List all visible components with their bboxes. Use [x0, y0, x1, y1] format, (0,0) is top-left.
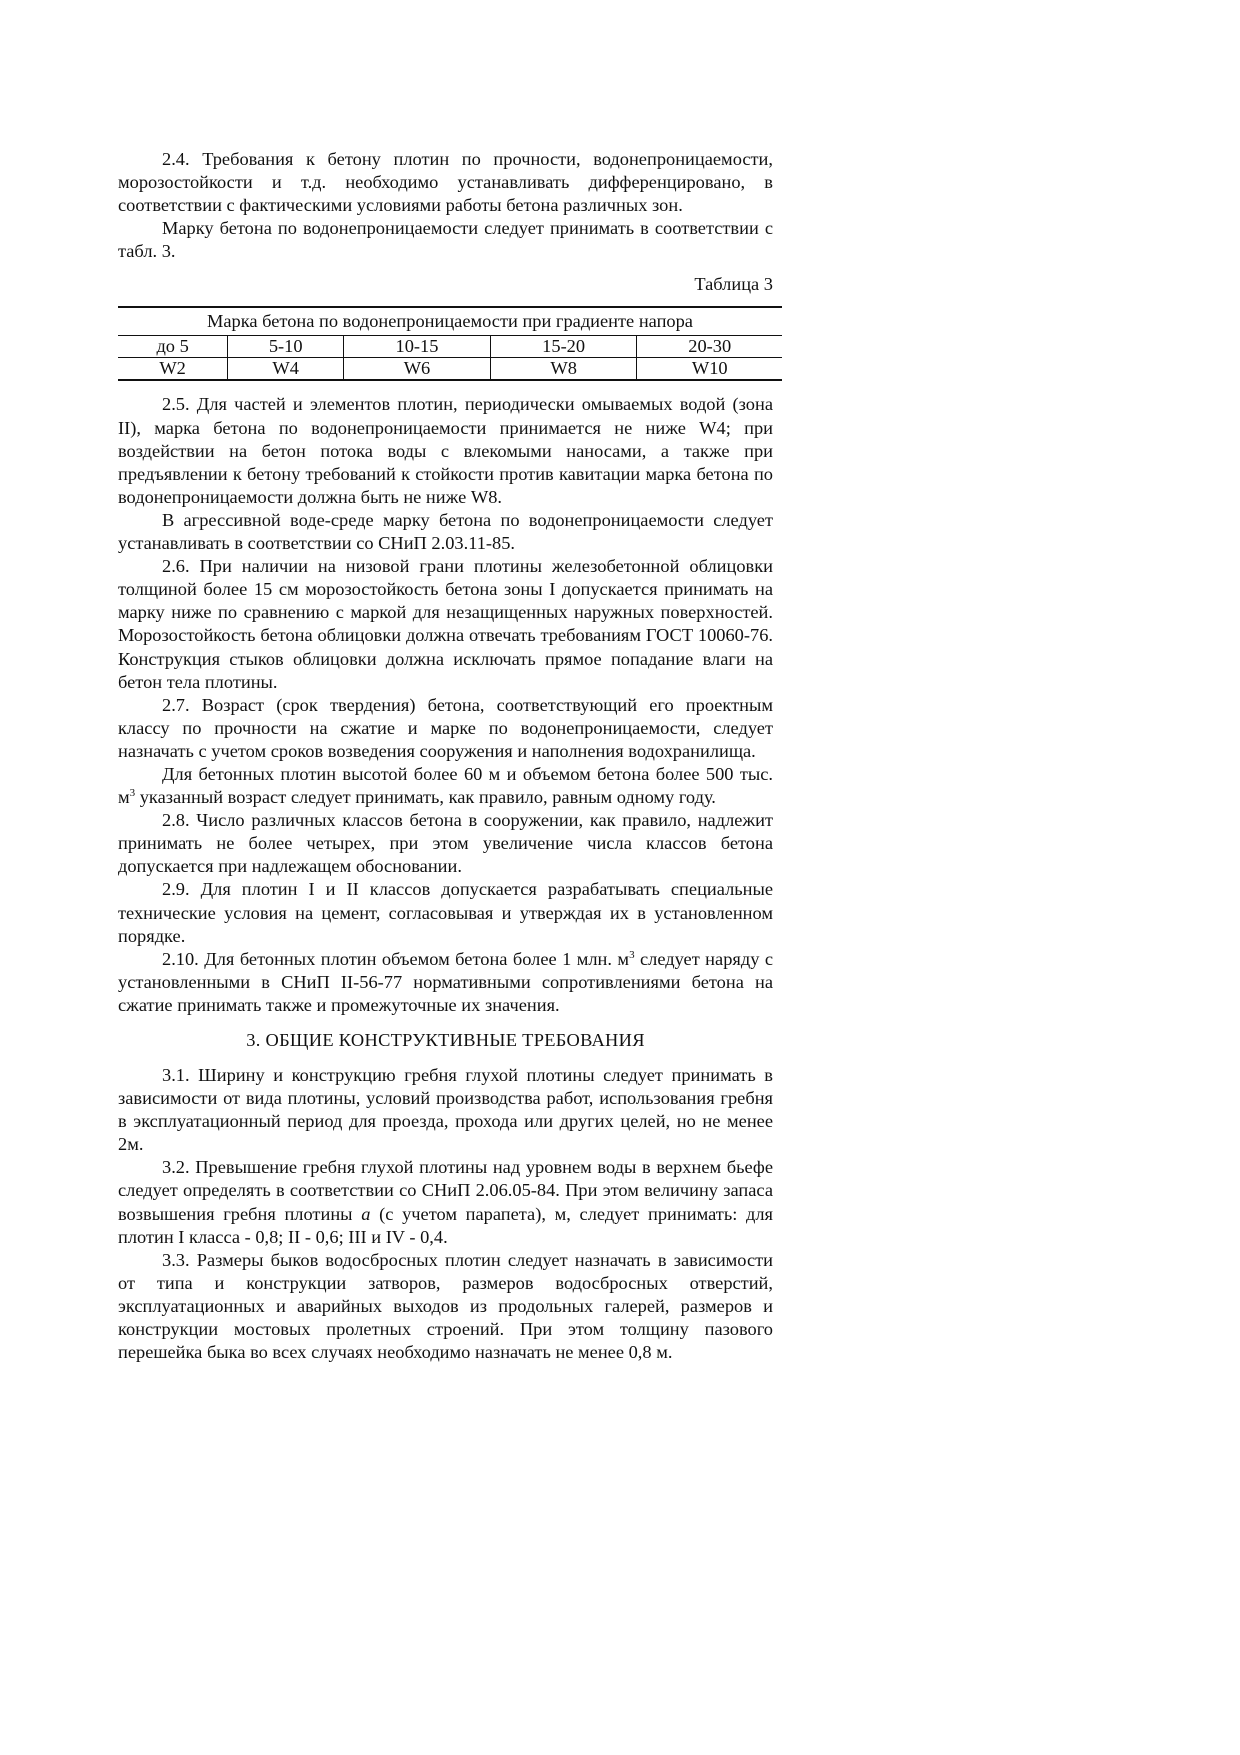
table-cell: 5-10 [228, 336, 344, 358]
paragraph-age [118, 763, 773, 809]
body-text [118, 393, 773, 1017]
paragraph-2-4: 2.4. Требования к бетону плотин по прочности, водонепроницаемости, морозостойкости и т.д. необходимо устанавливать дифференцировано, в соответствии с фактическими условиями работы бетона различных зон. [118, 149, 773, 216]
table-cell: W10 [637, 358, 782, 381]
paragraph-aggressive-water: В агрессивной воде-среде марку бетона по водонепроницаемости следует устанавливать в соответствии со СНиП 2.03.11-85. [118, 509, 773, 554]
text-segment: (с учетом парапета), м, следует принимать: для плотин I класса - 0,8; II - 0,6; III и IV - 0,4. [118, 1203, 773, 1247]
section-title: 3. ОБЩИЕ КОНСТРУКТИВНЫЕ ТРЕБОВАНИЯ [246, 1030, 645, 1050]
superscript: 3 [629, 948, 635, 961]
table-cell: W6 [344, 358, 491, 381]
table-cell: 15-20 [490, 336, 637, 358]
table-caption: Таблица 3 [694, 274, 773, 295]
paragraph-2-7: 2.7. Возраст (срок твердения) бетона, соответствующий его проектным классу по прочности на сжатие и марке по водонепроницаемости, следует назначать с учетом сроков возведения сооружения и наполнения водохранилища. [118, 694, 773, 761]
table-cell: W8 [490, 358, 637, 381]
paragraph-2-5: 2.5. Для частей и элементов плотин, периодически омываемых водой (зона II), марка бетона по водонепроницаемости принимается не ниже W4; при воздействии на бетон потока воды с влекомыми наносами, а также при предъявлении к бетону требований к стойкости против кавитации марка бетона по водонепроницаемости должна быть не ниже W8. [118, 394, 773, 507]
table-header: Марка бетона по водонепроницаемости при градиенте напора [118, 307, 782, 336]
table-cell: 20-30 [637, 336, 782, 358]
table-row-gradients [118, 336, 782, 358]
text-segment: 3.2. Превышение гребня глухой плотины над уровнем воды в верхнем бьефе следует определять в соответствии со СНиП 2.06.05-84. При этом величину запаса возвышения гребня плотины [118, 1157, 773, 1224]
paragraph-2-6: 2.6. При наличии на низовой грани плотины железобетонной облицовки толщиной более 15 см морозостойкость бетона зоны I допускается принимать на марку ниже по сравнению с маркой для незащищенных наружных поверхностей. Морозостойкость бетона облицовки должна отвечать требованиям ГОСТ 10060-76. Конструкция стыков облицовки должна исключать прямое попадание влаги на бетон тела плотины. [118, 556, 773, 692]
table-cell: 10-15 [344, 336, 491, 358]
text-segment: Для бетонных плотин высотой более 60 м и объемом бетона более 500 тыс. м [118, 763, 773, 808]
table-cell: до 5 [118, 336, 228, 358]
superscript: 3 [129, 786, 136, 799]
paragraph-table-ref: Марку бетона по водонепроницаемости следует принимать в соответствии с табл. 3. [118, 218, 773, 262]
italic-symbol: a [361, 1203, 371, 1224]
paragraph-3-2 [118, 1156, 773, 1248]
paragraph-2-9: 2.9. Для плотин I и II классов допускается разрабатывать специальные технические условия на цемент, согласовывая и утверждая их в установленном порядке. [118, 879, 773, 946]
text-segment: следует наряду с установленными в СНиП II-56-77 нормативными сопротивлениями бетона на сжатие принимать также и промежуточные их значения. [118, 948, 773, 1015]
text-segment: 2.10. Для бетонных плотин объемом бетона более 1 млн. м [162, 948, 630, 969]
paragraph-3-3: 3.3. Размеры быков водосбросных плотин следует назначать в зависимости от типа и конструкции затворов, размеров водосбросных отверстий, эксплуатационных и аварийных выходов из продольных галерей, размеров и конструкции мостовых пролетных строений. При этом толщину пазового перешейка быка во всех случаях необходимо назначать не менее 0,8 м. [118, 1249, 773, 1363]
watertightness-table [118, 306, 782, 381]
paragraph-2-10 [118, 948, 773, 1017]
table-cell: W2 [118, 358, 228, 381]
table-cell: W4 [228, 358, 344, 381]
table-row-grades [118, 358, 782, 381]
paragraph-3-1: 3.1. Ширину и конструкцию гребня глухой плотины следует принимать в зависимости от вида плотины, условий производства работ, использования гребня в эксплуатационный период для проезда, прохода или других целей, но не менее 2м. [118, 1065, 773, 1155]
document-page [118, 148, 773, 1364]
text-segment: указанный возраст следует принимать, как правило, равным одному году. [135, 787, 716, 808]
paragraph-2-8: 2.8. Число различных классов бетона в сооружении, как правило, надлежит принимать не более четырех, при этом увеличение числа классов бетона допускается при надлежащем обосновании. [118, 810, 773, 877]
